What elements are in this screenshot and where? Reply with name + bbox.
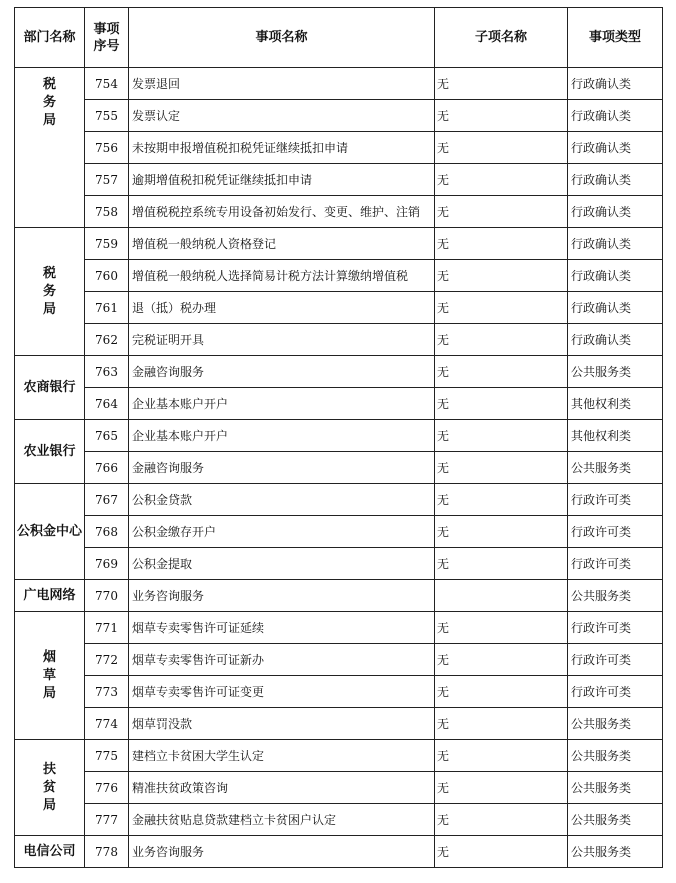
item-type: 行政许可类 xyxy=(568,644,663,676)
table-row xyxy=(15,292,663,324)
table-row xyxy=(15,836,663,868)
header-dept: 部门名称 xyxy=(15,8,85,68)
sub-item-name: 无 xyxy=(435,644,568,676)
dept-cell xyxy=(15,68,85,228)
item-seq: 765 xyxy=(85,420,129,452)
table-row xyxy=(15,164,663,196)
item-type: 行政许可类 xyxy=(568,516,663,548)
sub-item-name: 无 xyxy=(435,516,568,548)
item-type: 行政许可类 xyxy=(568,676,663,708)
header-seq-line2: 序号 xyxy=(93,38,120,54)
item-seq: 760 xyxy=(85,260,129,292)
item-name: 未按期申报增值税扣税凭证继续抵扣申请 xyxy=(129,132,435,164)
item-name: 逾期增值税扣税凭证继续抵扣申请 xyxy=(129,164,435,196)
sub-item-name: 无 xyxy=(435,548,568,580)
item-seq: 759 xyxy=(85,228,129,260)
table-row xyxy=(15,420,663,452)
table-row xyxy=(15,516,663,548)
sub-item-name: 无 xyxy=(435,612,568,644)
dept-name: 电信公司 xyxy=(23,843,76,859)
header-sub-name: 子项名称 xyxy=(435,8,568,68)
dept-cell xyxy=(15,228,85,356)
table-row xyxy=(15,356,663,388)
sub-item-name: 无 xyxy=(435,100,568,132)
dept-name: 农商银行 xyxy=(23,379,76,395)
item-type: 其他权利类 xyxy=(568,388,663,420)
item-name: 业务咨询服务 xyxy=(129,836,435,868)
table-row xyxy=(15,580,663,612)
item-seq: 758 xyxy=(85,196,129,228)
item-name: 增值税税控系统专用设备初始发行、变更、维护、注销 xyxy=(129,196,435,228)
sub-item-name: 无 xyxy=(435,196,568,228)
service-items-table xyxy=(14,7,663,868)
item-name: 企业基本账户开户 xyxy=(129,420,435,452)
item-name: 烟草专卖零售许可证延续 xyxy=(129,612,435,644)
item-name: 发票认定 xyxy=(129,100,435,132)
item-seq: 771 xyxy=(85,612,129,644)
dept-name: 农业银行 xyxy=(23,443,76,459)
header-seq-line1: 事项 xyxy=(93,21,120,37)
table-row xyxy=(15,612,663,644)
table-row xyxy=(15,772,663,804)
table-row xyxy=(15,324,663,356)
item-type: 公共服务类 xyxy=(568,708,663,740)
item-type: 行政许可类 xyxy=(568,548,663,580)
dept-cell xyxy=(15,484,85,580)
table-row xyxy=(15,708,663,740)
sub-item-name: 无 xyxy=(435,676,568,708)
item-seq: 754 xyxy=(85,68,129,100)
table-row xyxy=(15,260,663,292)
item-type: 公共服务类 xyxy=(568,356,663,388)
dept-cell xyxy=(15,740,85,836)
sub-item-name: 无 xyxy=(435,164,568,196)
sub-item-name: 无 xyxy=(435,484,568,516)
item-seq: 766 xyxy=(85,452,129,484)
sub-item-name: 无 xyxy=(435,228,568,260)
sub-item-name: 无 xyxy=(435,420,568,452)
item-type: 行政确认类 xyxy=(568,260,663,292)
item-name: 金融咨询服务 xyxy=(129,356,435,388)
item-seq: 763 xyxy=(85,356,129,388)
sub-item-name: 无 xyxy=(435,708,568,740)
table-body xyxy=(15,68,663,868)
item-type: 公共服务类 xyxy=(568,580,663,612)
item-name: 公积金提取 xyxy=(129,548,435,580)
item-type: 行政许可类 xyxy=(568,484,663,516)
item-type: 行政确认类 xyxy=(568,324,663,356)
item-seq: 755 xyxy=(85,100,129,132)
table-row xyxy=(15,196,663,228)
table-row xyxy=(15,740,663,772)
header-item-type: 事项类型 xyxy=(568,8,663,68)
item-name: 建档立卡贫困大学生认定 xyxy=(129,740,435,772)
item-seq: 777 xyxy=(85,804,129,836)
item-name: 金融扶贫贴息贷款建档立卡贫困户认定 xyxy=(129,804,435,836)
item-seq: 757 xyxy=(85,164,129,196)
table-row xyxy=(15,676,663,708)
sub-item-name: 无 xyxy=(435,388,568,420)
item-name: 公积金贷款 xyxy=(129,484,435,516)
item-seq: 776 xyxy=(85,772,129,804)
header-item-name: 事项名称 xyxy=(129,8,435,68)
dept-cell xyxy=(15,612,85,740)
sub-item-name: 无 xyxy=(435,836,568,868)
item-type: 公共服务类 xyxy=(568,772,663,804)
table-row xyxy=(15,228,663,260)
item-type: 行政确认类 xyxy=(568,228,663,260)
dept-name: 公积金中心 xyxy=(17,523,83,539)
sub-item-name: 无 xyxy=(435,356,568,388)
sub-item-name: 无 xyxy=(435,132,568,164)
item-name: 业务咨询服务 xyxy=(129,580,435,612)
table-row xyxy=(15,484,663,516)
item-seq: 764 xyxy=(85,388,129,420)
item-name: 完税证明开具 xyxy=(129,324,435,356)
item-seq: 775 xyxy=(85,740,129,772)
item-name: 公积金缴存开户 xyxy=(129,516,435,548)
item-seq: 761 xyxy=(85,292,129,324)
table-row xyxy=(15,388,663,420)
sub-item-name: 无 xyxy=(435,292,568,324)
item-seq: 770 xyxy=(85,580,129,612)
dept-name: 税务局 xyxy=(42,77,56,128)
sub-item-name: 无 xyxy=(435,68,568,100)
dept-cell xyxy=(15,580,85,612)
item-type: 行政许可类 xyxy=(568,612,663,644)
item-type: 公共服务类 xyxy=(568,836,663,868)
item-seq: 768 xyxy=(85,516,129,548)
item-name: 烟草罚没款 xyxy=(129,708,435,740)
table-row xyxy=(15,548,663,580)
item-name: 增值税一般纳税人资格登记 xyxy=(129,228,435,260)
item-seq: 773 xyxy=(85,676,129,708)
item-name: 烟草专卖零售许可证新办 xyxy=(129,644,435,676)
table-header-row xyxy=(15,8,663,68)
item-name: 增值税一般纳税人选择简易计税方法计算缴纳增值税 xyxy=(129,260,435,292)
item-name: 退（抵）税办理 xyxy=(129,292,435,324)
table-row xyxy=(15,132,663,164)
item-type: 行政确认类 xyxy=(568,292,663,324)
sub-item-name: 无 xyxy=(435,324,568,356)
dept-name: 税务局 xyxy=(42,265,56,317)
dept-cell xyxy=(15,420,85,484)
dept-cell xyxy=(15,356,85,420)
table-row xyxy=(15,452,663,484)
item-type: 其他权利类 xyxy=(568,420,663,452)
sub-item-name: 无 xyxy=(435,452,568,484)
item-seq: 772 xyxy=(85,644,129,676)
item-seq: 778 xyxy=(85,836,129,868)
table-row xyxy=(15,644,663,676)
item-type: 行政确认类 xyxy=(568,164,663,196)
table-row xyxy=(15,804,663,836)
item-type: 行政确认类 xyxy=(568,68,663,100)
item-seq: 762 xyxy=(85,324,129,356)
item-seq: 774 xyxy=(85,708,129,740)
dept-name: 烟草局 xyxy=(42,649,56,701)
dept-cell xyxy=(15,836,85,868)
sub-item-name: 无 xyxy=(435,260,568,292)
dept-name: 扶贫局 xyxy=(42,761,56,813)
item-name: 金融咨询服务 xyxy=(129,452,435,484)
item-name: 烟草专卖零售许可证变更 xyxy=(129,676,435,708)
dept-name: 广电网络 xyxy=(23,587,76,603)
item-type: 行政确认类 xyxy=(568,100,663,132)
item-name: 发票退回 xyxy=(129,68,435,100)
item-type: 行政确认类 xyxy=(568,132,663,164)
table-row xyxy=(15,100,663,132)
item-seq: 756 xyxy=(85,132,129,164)
item-seq: 767 xyxy=(85,484,129,516)
item-type: 行政确认类 xyxy=(568,196,663,228)
table-row xyxy=(15,68,663,100)
item-type: 公共服务类 xyxy=(568,804,663,836)
sub-item-name: 无 xyxy=(435,804,568,836)
sub-item-name: 无 xyxy=(435,772,568,804)
item-type: 公共服务类 xyxy=(568,740,663,772)
sub-item-name xyxy=(435,580,568,612)
item-name: 精准扶贫政策咨询 xyxy=(129,772,435,804)
sub-item-name: 无 xyxy=(435,740,568,772)
item-type: 公共服务类 xyxy=(568,452,663,484)
item-seq: 769 xyxy=(85,548,129,580)
header-seq xyxy=(85,8,129,68)
item-name: 企业基本账户开户 xyxy=(129,388,435,420)
